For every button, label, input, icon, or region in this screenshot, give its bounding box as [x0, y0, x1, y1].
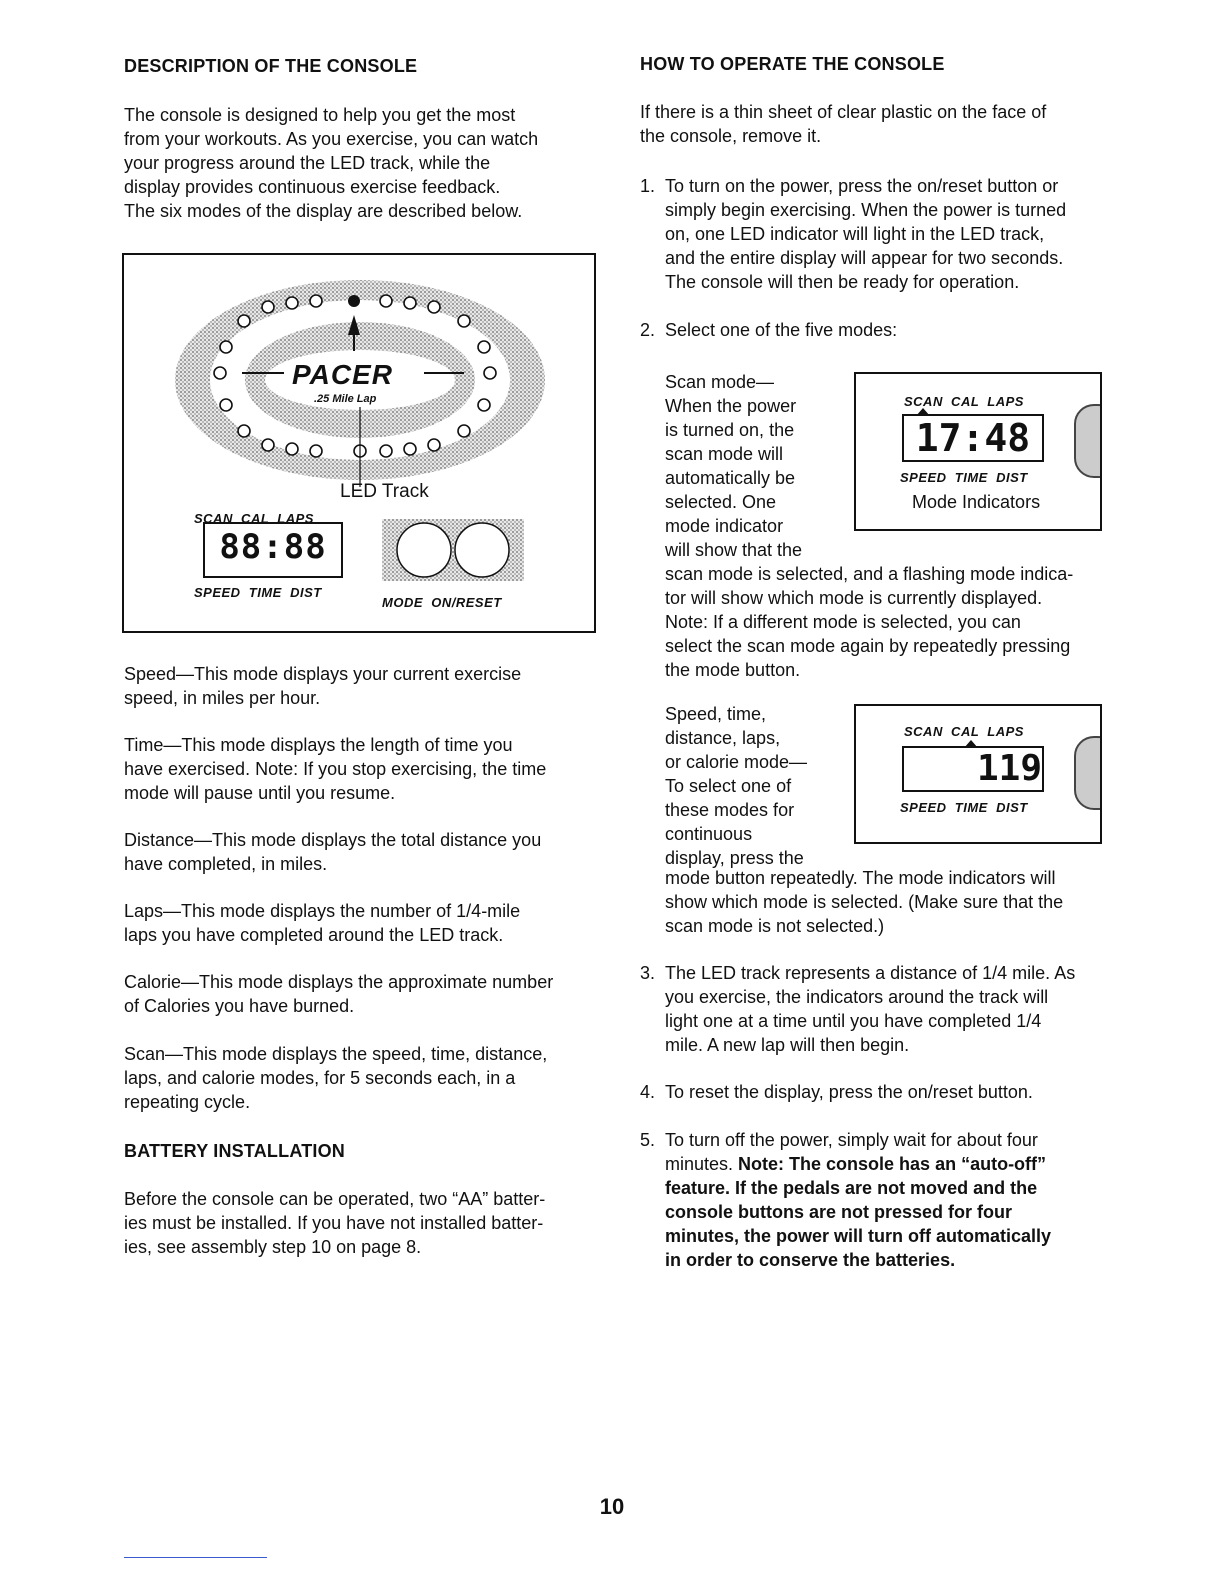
- text-line: scan mode is selected, and a flashing mode indica-: [665, 564, 1074, 584]
- mode-labels-top: SCAN CAL LAPS: [904, 394, 1024, 409]
- text-line: When the power: [665, 396, 797, 416]
- console-illustration: [124, 255, 594, 631]
- step-1: [665, 174, 1115, 294]
- battery-heading: BATTERY INSTALLATION: [124, 1141, 345, 1161]
- text-line: ies, see assembly step 10 on page 8.: [124, 1237, 422, 1257]
- distance-description: [124, 828, 614, 876]
- text-line: selected. One: [665, 492, 777, 512]
- console-figure: [122, 253, 596, 633]
- text-line: The LED track represents a distance of 1/4 mile. As: [665, 963, 1076, 983]
- text-line: Speed, time,: [665, 704, 767, 724]
- text-line: mode indicator: [665, 516, 784, 536]
- text-line: and the entire display will appear for two seconds.: [665, 248, 1064, 268]
- step-5: [665, 1128, 1120, 1272]
- button-labels: MODE ON/RESET: [382, 595, 502, 610]
- text-line: is turned on, the: [665, 420, 795, 440]
- text-line: Time—This mode displays the length of time you: [124, 735, 513, 755]
- text-line: show which mode is selected. (Make sure that the: [665, 892, 1064, 912]
- bold-note: in order to conserve the batteries.: [665, 1250, 956, 1270]
- text-line: you exercise, the indicators around the track will: [665, 987, 1049, 1007]
- text-line: Calorie—This mode displays the approximate number: [124, 972, 554, 992]
- text-line: tor will show which mode is currently displayed.: [665, 588, 1043, 608]
- step-3: [665, 961, 1120, 1057]
- text-line: Distance—This mode displays the total distance you: [124, 830, 542, 850]
- text-span: minutes.: [665, 1154, 739, 1174]
- text-line: have completed, in miles.: [124, 854, 328, 874]
- laps-description: [124, 899, 614, 947]
- text-line: or calorie mode—: [665, 752, 808, 772]
- mode-labels-bottom: SPEED TIME DIST: [900, 800, 1028, 815]
- text-line: Before the console can be operated, two “AA” batter-: [124, 1189, 546, 1209]
- intro-paragraph: [124, 103, 604, 223]
- text-line: scan mode will: [665, 444, 784, 464]
- step-number: 2.: [640, 320, 656, 340]
- scan-description: [124, 1042, 614, 1114]
- text-line: Note: If a different mode is selected, you can: [665, 612, 1021, 632]
- step-number: 5.: [640, 1130, 656, 1150]
- text-line: laps, and calorie modes, for 5 seconds each, in a: [124, 1068, 516, 1088]
- step-number: 3.: [640, 963, 656, 983]
- text-line: The six modes of the display are described below.: [124, 201, 523, 221]
- text-line: display, press the: [665, 848, 804, 868]
- on-reset-button[interactable]: [455, 523, 509, 577]
- pacer-logo: PACER: [292, 359, 393, 390]
- text-line: the mode button.: [665, 660, 801, 680]
- text-line: The console will then be ready for operation.: [665, 272, 1020, 292]
- footer-rule: [124, 1557, 267, 1558]
- mode-labels-top: SCAN CAL LAPS: [904, 724, 1024, 739]
- text-line: have exercised. Note: If you stop exercising, the time: [124, 759, 547, 779]
- text-line: select the scan mode again by repeatedly pressing: [665, 636, 1071, 656]
- operate-heading: HOW TO OPERATE THE CONSOLE: [640, 54, 945, 74]
- time-description: [124, 733, 614, 805]
- text-line: simply begin exercising. When the power is turned: [665, 200, 1067, 220]
- bold-note: minutes, the power will turn off automatically: [665, 1226, 1052, 1246]
- text-line: mode button repeatedly. The mode indicators will: [665, 868, 1056, 888]
- text-line: from your workouts. As you exercise, you can watch: [124, 129, 539, 149]
- text-line: mile. A new lap will then begin.: [665, 1035, 910, 1055]
- text-line: will show that the: [665, 540, 803, 560]
- battery-paragraph: [124, 1187, 614, 1259]
- text-line: Speed—This mode displays your current exercise: [124, 664, 522, 684]
- text-line: on, one LED indicator will light in the LED track,: [665, 224, 1045, 244]
- text-line: these modes for: [665, 800, 795, 820]
- bold-note: feature. If the pedals are not moved and the: [665, 1178, 1038, 1198]
- button-edge: [1074, 736, 1102, 810]
- speed-mode-continued: [665, 866, 1120, 938]
- bold-note: console buttons are not pressed for four: [665, 1202, 1013, 1222]
- display-digits: 17:48: [902, 414, 1044, 462]
- text-line: Scan—This mode displays the speed, time, distance,: [124, 1044, 548, 1064]
- page-number: 10: [599, 1494, 625, 1519]
- mode-labels-top: SCAN CAL LAPS: [194, 511, 314, 526]
- description-heading: DESCRIPTION OF THE CONSOLE: [124, 56, 418, 76]
- text-line: the console, remove it.: [640, 126, 822, 146]
- text-line: distance, laps,: [665, 728, 781, 748]
- mode-labels-bottom: SPEED TIME DIST: [900, 470, 1028, 485]
- text-line: Laps—This mode displays the number of 1/4-mile: [124, 901, 521, 921]
- text-line: light one at a time until you have completed 1/4: [665, 1011, 1042, 1031]
- led-track-label: LED Track: [340, 481, 429, 502]
- text-line: To select one of: [665, 776, 792, 796]
- speed-description: [124, 662, 614, 710]
- step-2: Select one of the five modes:: [665, 320, 898, 340]
- text-line: your progress around the LED track, while the: [124, 153, 491, 173]
- text-line: ies must be installed. If you have not installed batter-: [124, 1213, 544, 1233]
- plastic-note: [640, 100, 1120, 148]
- display-digits: 119: [902, 746, 1044, 792]
- text-line: of Calories you have burned.: [124, 996, 355, 1016]
- bold-note: Note: The console has an “auto-off”: [738, 1154, 1047, 1174]
- text-line: Scan mode—: [665, 372, 775, 392]
- text-line: If there is a thin sheet of clear plastic on the face of: [640, 102, 1047, 122]
- speed-mode-text: [665, 702, 845, 870]
- scan-mode-figure: [854, 372, 1102, 531]
- scan-mode-continued: [665, 562, 1120, 682]
- text-line: mode will pause until you resume.: [124, 783, 396, 803]
- single-mode-figure: [854, 704, 1102, 844]
- step-number: 1.: [640, 176, 656, 196]
- text-line: repeating cycle.: [124, 1092, 251, 1112]
- display-digits: 88:88: [219, 527, 327, 567]
- text-line: automatically be: [665, 468, 796, 488]
- button-edge: [1074, 404, 1102, 478]
- text-line: speed, in miles per hour.: [124, 688, 321, 708]
- calorie-description: [124, 970, 614, 1018]
- step-number: 4.: [640, 1082, 656, 1102]
- scan-mode-text: [665, 370, 845, 562]
- text-line: To turn off the power, simply wait for about four: [665, 1130, 1038, 1150]
- text-line: The console is designed to help you get the most: [124, 105, 516, 125]
- step-4: To reset the display, press the on/reset button.: [665, 1082, 1033, 1102]
- mode-labels-bottom: SPEED TIME DIST: [194, 585, 322, 600]
- mode-indicators-caption: Mode Indicators: [912, 492, 1041, 512]
- text-line: laps you have completed around the LED track.: [124, 925, 504, 945]
- mode-button[interactable]: [397, 523, 451, 577]
- text-line: [665, 1152, 1120, 1176]
- text-line: display provides continuous exercise feedback.: [124, 177, 501, 197]
- text-line: scan mode is not selected.): [665, 916, 885, 936]
- lit-led: [348, 295, 360, 307]
- lap-label: .25 Mile Lap: [314, 393, 377, 405]
- text-line: continuous: [665, 824, 753, 844]
- text-line: To turn on the power, press the on/reset button or: [665, 176, 1059, 196]
